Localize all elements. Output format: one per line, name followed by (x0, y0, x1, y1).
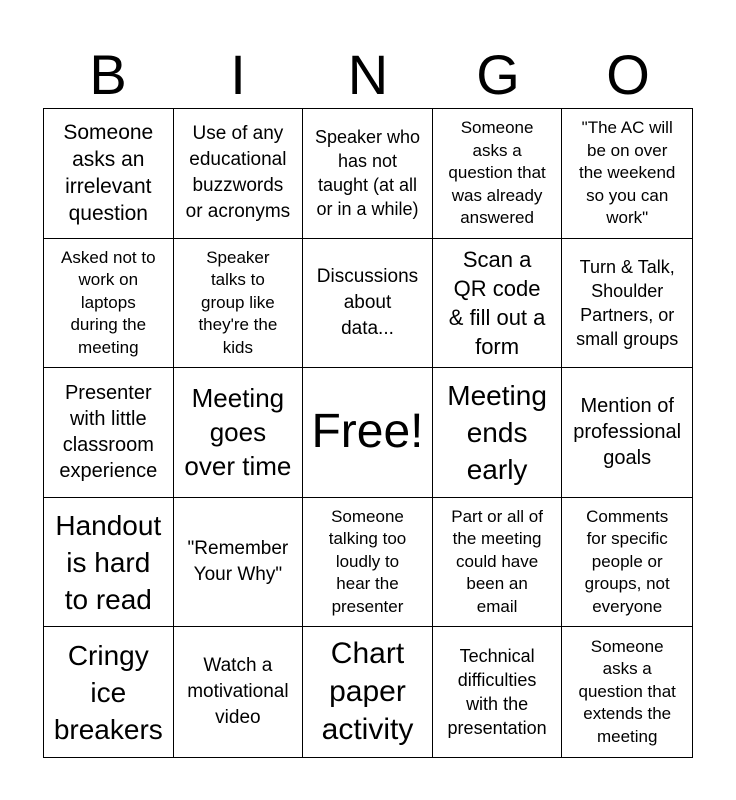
header-letter-o: O (606, 43, 650, 106)
bingo-cell-1-5[interactable] (562, 109, 692, 239)
bingo-cell-3-1[interactable] (44, 368, 174, 498)
cell-text: Part or all of the meeting could have been an email (451, 506, 543, 616)
bingo-cell-4-4[interactable] (433, 498, 563, 628)
bingo-cell-3-4[interactable] (433, 368, 563, 498)
bingo-cell-5-3[interactable] (303, 627, 433, 757)
bingo-cell-4-3[interactable] (303, 498, 433, 628)
bingo-cell-1-4[interactable] (433, 109, 563, 239)
cell-text: Someone asks a question that extends the meeting (578, 636, 676, 746)
cell-text: Someone asks an irrelevant question (63, 121, 154, 226)
cell-text: Meeting goes over time (184, 383, 292, 482)
cell-text: Handout is hard to read (55, 509, 162, 615)
header-letter-i: I (230, 43, 246, 106)
cell-text: Technical difficulties with the presentation (447, 646, 547, 739)
cell-text: Cringy ice breakers (53, 639, 163, 745)
cell-text: Turn & Talk, Shoulder Partners, or small groups (576, 256, 679, 349)
bingo-cell-3-5[interactable] (562, 368, 692, 498)
cell-text: Discussions about data... (316, 265, 419, 339)
header-letter-n: N (347, 43, 389, 106)
bingo-cell-2-3[interactable] (303, 239, 433, 369)
cell-text: Scan a QR code & fill out a form (448, 246, 546, 359)
bingo-cell-5-1[interactable] (44, 627, 174, 757)
bingo-cell-1-3[interactable] (303, 109, 433, 239)
bingo-cell-2-1[interactable] (44, 239, 174, 369)
bingo-cell-4-2[interactable] (174, 498, 304, 628)
bingo-cell-3-2[interactable] (174, 368, 304, 498)
bingo-cell-5-5[interactable] (562, 627, 692, 757)
cell-text: Someone asks a question that was already answered (448, 118, 546, 228)
cell-text: "Remember Your Why" (187, 538, 289, 586)
cell-text: Comments for specific people or groups, not everyone (584, 506, 670, 616)
bingo-cell-4-5[interactable] (562, 498, 692, 628)
bingo-header (43, 42, 693, 108)
bingo-board (43, 108, 693, 758)
bingo-cell-1-2[interactable] (174, 109, 304, 239)
cell-text: "The AC will be on over the weekend so you can work" (578, 118, 676, 228)
cell-text: Speaker who has not taught (at all or in a while) (314, 127, 421, 220)
header-letter-g: G (476, 43, 520, 106)
cell-text: Chart paper activity (321, 637, 414, 747)
bingo-cell-5-4[interactable] (433, 627, 563, 757)
bingo-cell-3-3[interactable] (303, 368, 433, 498)
bingo-cell-4-1[interactable] (44, 498, 174, 628)
free-space: Free! (311, 405, 424, 459)
cell-text: Meeting ends early (447, 379, 547, 485)
bingo-cell-1-1[interactable] (44, 109, 174, 239)
bingo-cell-5-2[interactable] (174, 627, 304, 757)
cell-text: Speaker talks to group like they're the kids (198, 247, 278, 357)
header-letter-b: B (89, 43, 127, 106)
cell-text: Asked not to work on laptops during the meeting (61, 247, 156, 357)
bingo-cell-2-4[interactable] (433, 239, 563, 369)
cell-text: Presenter with little classroom experience (59, 382, 158, 483)
cell-text: Watch a motivational video (187, 655, 289, 729)
cell-text: Use of any educational buzzwords or acronyms (185, 123, 291, 223)
cell-text: Someone talking too loudly to hear the presenter (328, 506, 407, 616)
bingo-cell-2-5[interactable] (562, 239, 692, 369)
bingo-cell-2-2[interactable] (174, 239, 304, 369)
cell-text: Mention of professional goals (573, 395, 682, 470)
